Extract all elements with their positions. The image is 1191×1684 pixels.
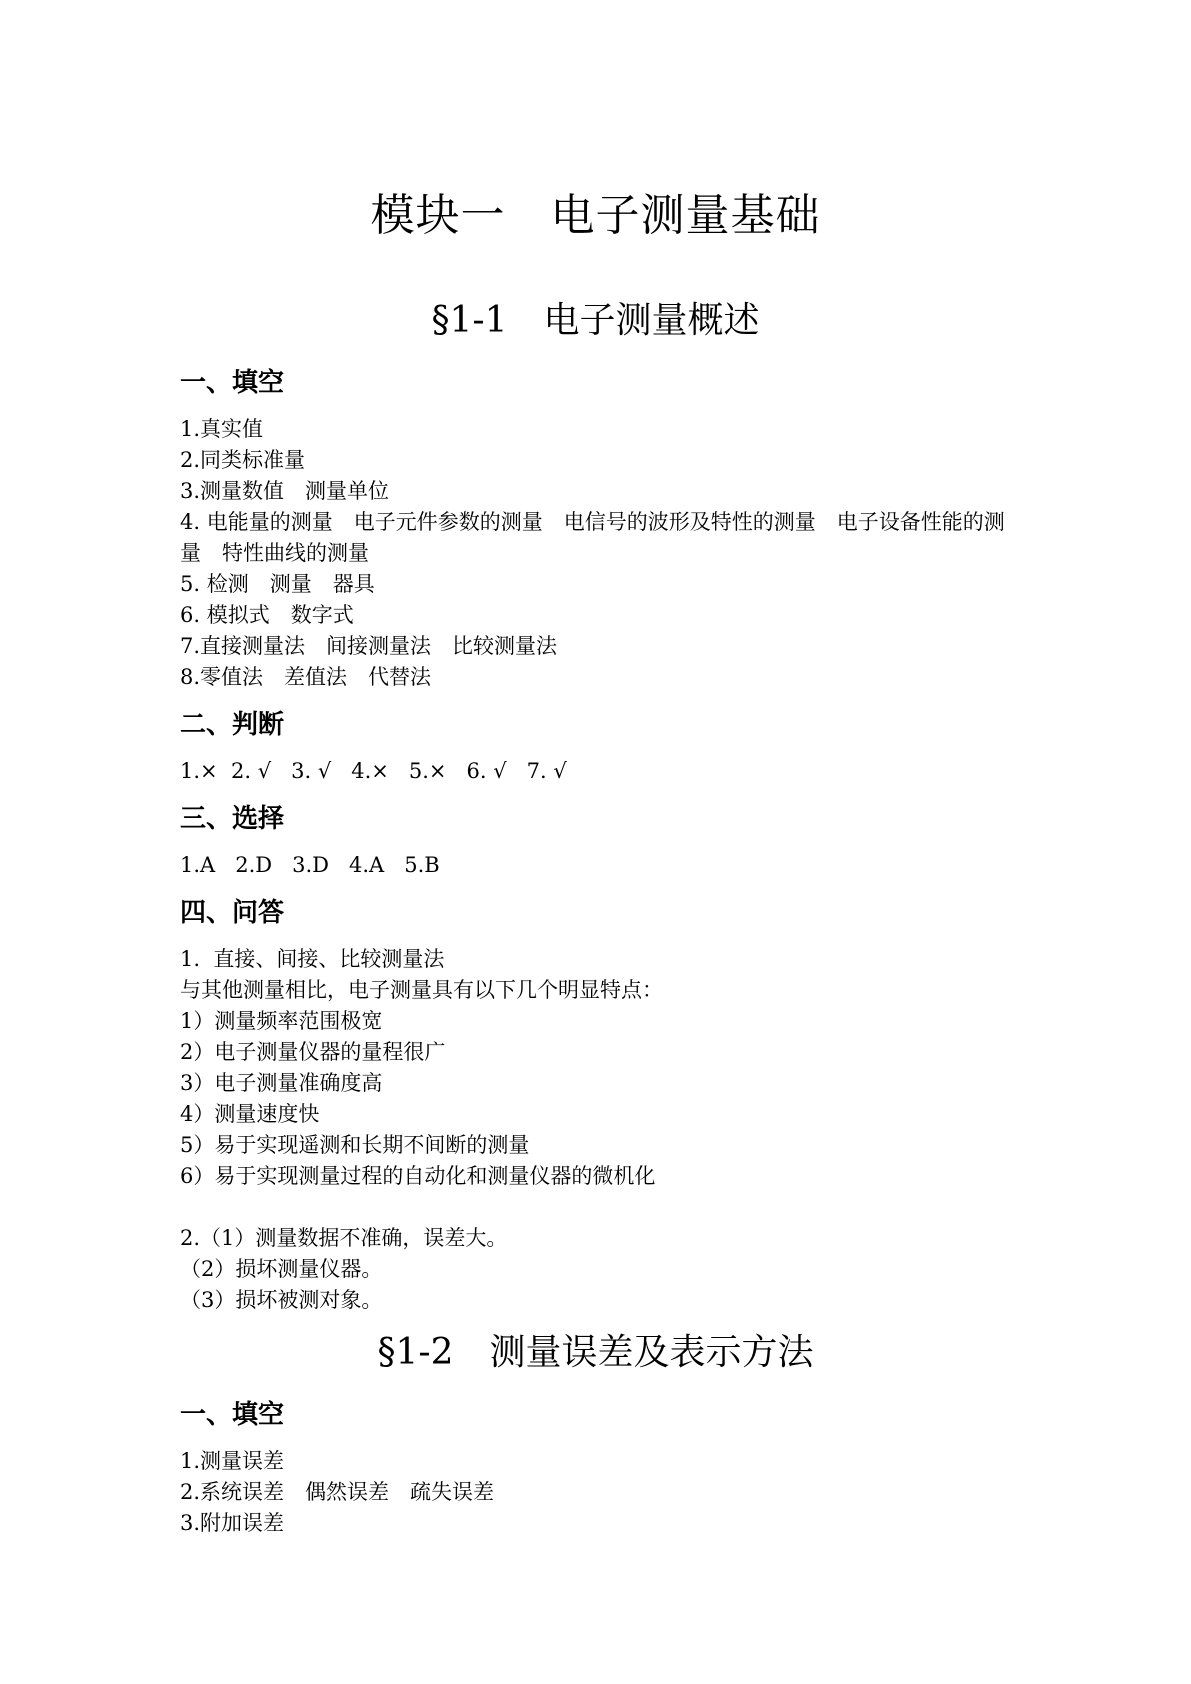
answer-line: 2）电子测量仪器的量程很广 <box>180 1040 446 1064</box>
answer-line: 1.A 2.D 3.D 4.A 5.B <box>180 853 440 877</box>
answer-line: 1.× 2. √ 3. √ 4.× 5.× 6. √ 7. √ <box>180 759 567 783</box>
heading-multiple-choice: 三、选择 <box>180 804 285 834</box>
heading-questions: 四、问答 <box>180 898 285 928</box>
answer-line: 3.附加误差 <box>180 1511 285 1535</box>
section-title-1-1: §1-1 电子测量概述 <box>431 300 760 341</box>
heading-fill-in: 一、填空 <box>180 1400 285 1430</box>
answer-line: 7.直接测量法 间接测量法 比较测量法 <box>180 634 558 658</box>
answer-line: 8.零值法 差值法 代替法 <box>180 665 432 689</box>
answer-line: （2）损坏测量仪器。 <box>180 1257 383 1281</box>
answer-line: 1. 直接、间接、比较测量法 <box>180 947 445 971</box>
answer-line: 5）易于实现遥测和长期不间断的测量 <box>180 1133 530 1157</box>
answer-line: （3）损坏被测对象。 <box>180 1288 383 1312</box>
answer-line: 6）易于实现测量过程的自动化和测量仪器的微机化 <box>180 1164 656 1188</box>
answer-line: 1.测量误差 <box>180 1449 285 1473</box>
section-title-1-2: §1-2 测量误差及表示方法 <box>377 1332 814 1373</box>
answer-line: 6. 模拟式 数字式 <box>180 603 354 627</box>
answer-line: 与其他测量相比，电子测量具有以下几个明显特点： <box>180 978 663 1002</box>
answer-line: 3）电子测量准确度高 <box>180 1071 383 1095</box>
answer-line: 4. 电能量的测量 电子元件参数的测量 电信号的波形及特性的测量 电子设备性能的测量 特性曲线的测量 <box>180 510 1005 565</box>
answer-line: 2.（1）测量数据不准确，误差大。 <box>180 1226 508 1250</box>
module-title: 模块一 电子测量基础 <box>370 190 821 241</box>
answer-line: 1）测量频率范围极宽 <box>180 1009 383 1033</box>
answer-line: 5. 检测 测量 器具 <box>180 572 375 596</box>
heading-true-false: 二、判断 <box>180 710 285 740</box>
answer-line: 1.真实值 <box>180 417 264 441</box>
heading-fill-in: 一、填空 <box>180 368 285 398</box>
answer-line: 4）测量速度快 <box>180 1102 320 1126</box>
answer-line: 2.系统误差 偶然误差 疏失误差 <box>180 1480 495 1504</box>
answer-line: 3.测量数值 测量单位 <box>180 479 390 503</box>
answer-line: 2.同类标准量 <box>180 448 306 472</box>
